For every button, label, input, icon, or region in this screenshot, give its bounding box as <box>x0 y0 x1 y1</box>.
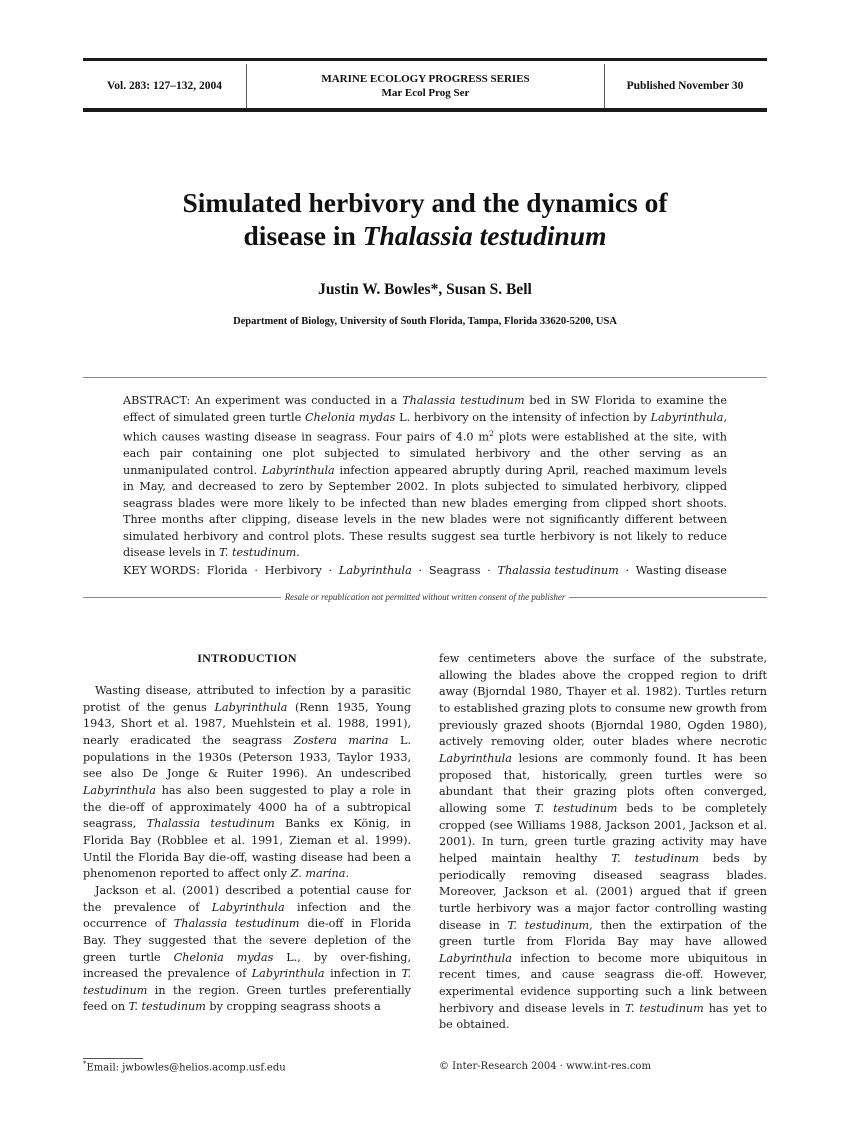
abstract-species: Thalassia testudinum <box>402 394 525 407</box>
abstract-species: Chelonia mydas <box>304 410 396 424</box>
paragraph-text: die-off in Florida Bay. They suggested that the severe depletion of the green turtle <box>83 917 411 964</box>
species-name: Chelonia mydas <box>173 950 274 964</box>
species-name: Thalassia testudinum <box>173 917 300 931</box>
resale-notice-text: Resale or republication not permitted without written consent of the publisher <box>284 592 566 602</box>
species-name: Labyrinthula <box>211 900 285 914</box>
footnote-marker: * <box>83 1060 87 1068</box>
corresponding-email-footnote <box>83 1060 286 1073</box>
paragraph-text: (Renn 1935, Young 1943, Short et al. 1987, Muehlstein et al. 1988, 1991), nearly eradicated the seagrass <box>83 700 411 747</box>
paragraph <box>83 683 411 883</box>
header-bottom-rule <box>83 108 767 112</box>
abstract-text: bed in SW Florida to examine the effect of simulated green turtle <box>123 394 727 424</box>
abstract-label: ABSTRACT: <box>123 394 196 407</box>
keyword: Wasting disease <box>635 564 727 577</box>
keyword: Thalassia testudinum <box>497 564 619 577</box>
paragraph-text: few centimeters above the surface of the substrate, allowing the blades above the cropped region to drift away (Bjorndal 1980, Thayer et al. 1982). Turtles return to established grazing plots to consume new growth from previously grazed shoots (Bjorndal 1980, Ogden 1980), actively removing older, outer blades where necrotic <box>439 652 767 749</box>
paragraph-text: . <box>345 867 349 881</box>
title-species: Thalassia testudinum <box>362 220 607 251</box>
body-column-right <box>439 651 767 1034</box>
paragraph <box>439 651 767 1034</box>
paragraph-text: Jackson et al. (2001) described a potential cause for the prevalence of <box>83 883 411 914</box>
keyword: Labyrinthula <box>338 564 412 577</box>
species-name: Labyrinthula <box>83 783 156 797</box>
journal-name-box <box>246 64 605 108</box>
paragraph-text: has yet to be obtained. <box>439 1001 767 1032</box>
paragraph-text: lesions are commonly found. It has been proposed that, historically, green turtles were so abundant that their grazing plots often converged, allowing some <box>439 751 767 815</box>
paragraph-text: L. populations in the 1930s (Peterson 1933, Taylor 1933, see also De Jonge & Ruiter 1996). An undescribed <box>83 733 411 781</box>
resale-notice <box>83 590 767 604</box>
section-heading-introduction: INTRODUCTION <box>197 651 297 665</box>
species-name: T. testudinum <box>83 967 411 997</box>
journal-abbrev: Mar Ecol Prog Ser <box>381 87 470 99</box>
journal-name: MARINE ECOLOGY PROGRESS SERIES <box>321 73 530 85</box>
species-name: T. testudinum <box>611 851 699 865</box>
paragraph-text: by cropping seagrass shoots a <box>205 1000 381 1014</box>
keyword: Herbivory <box>264 564 322 577</box>
keyword: Florida <box>206 564 248 577</box>
footnote-rule <box>83 1058 143 1059</box>
body-column-left <box>83 650 411 1016</box>
paragraph-text: infection and the occurrence of <box>83 900 412 931</box>
paragraph-text: has also been suggested to play a role in the die-off of approximately 4000 ha of a subtropical seagrass, <box>83 783 411 831</box>
title-line-2-prefix: disease in <box>243 220 363 251</box>
title-line-1: Simulated herbivory and the dynamics of <box>182 187 668 218</box>
keyword-separator: · <box>418 564 423 577</box>
abstract-species: Labyrinthula <box>261 463 335 477</box>
keyword-separator: · <box>328 564 333 577</box>
keywords-label: KEY WORDS: <box>123 564 200 577</box>
header-top-rule <box>83 58 767 61</box>
species-name: T. testudinum <box>625 1001 704 1015</box>
abstract-text: infection appeared abruptly during April, reached maximum levels in May, and decreased to zero by September 2002. In plots subjected to simulated herbivory, clipped seagrass blades were more likely to be infected than new blades emerging from clipped short shoots. Three months after clipping, disease levels in the new blades were not significantly different between simulated herbivory and control plots. These results suggest sea turtle herbivory is not likely to reduce disease levels in <box>123 463 727 560</box>
species-name: Thalassia testudinum <box>146 817 275 831</box>
species-name: T. testudinum <box>128 1000 206 1014</box>
paragraph-text: in the region. Green turtles preferentially feed on <box>83 983 411 1014</box>
species-name: Zostera marina <box>293 733 389 747</box>
resale-rule-left <box>83 597 281 598</box>
publication-date: Published November 30 <box>626 80 744 92</box>
volume-info: Vol. 283: 127–132, 2004 <box>107 80 222 92</box>
species-name: Labyrinthula <box>439 751 512 765</box>
abstract-text: plots were established at the site, with each pair containing one plot subjected to simulated herbivory and the other serving as an unmanipulated control. <box>123 430 727 477</box>
keyword-separator: · <box>625 564 630 577</box>
species-name: Z. marina <box>290 867 346 881</box>
abstract-superscript: 2 <box>489 429 494 438</box>
species-name: T. testudinum <box>534 801 618 815</box>
species-name: T. testudinum <box>507 918 590 932</box>
species-name: Labyrinthula <box>214 700 288 714</box>
abstract-text: , which causes wasting disease in seagrass. Four pairs of 4.0 m <box>123 410 727 444</box>
keyword: Seagrass <box>428 564 481 577</box>
affiliation: Department of Biology, University of South Florida, Tampa, Florida 33620-5200, USA <box>233 316 617 327</box>
paragraph-text: L., by over-fishing, increased the prevalence of <box>83 950 411 981</box>
paragraph-text: Wasting disease, attributed to infection by a parasitic protist of the genus <box>83 684 411 714</box>
abstract-text: An experiment was conducted in a <box>195 394 403 407</box>
resale-rule-right <box>569 597 767 598</box>
title-line-2 <box>83 219 767 252</box>
species-name: Labyrinthula <box>251 967 325 981</box>
paragraph-text: infection in <box>324 967 402 981</box>
abstract-species: Labyrinthula <box>650 410 724 424</box>
abstract-text: L. herbivory on the intensity of infection by <box>395 410 651 424</box>
paragraph <box>83 883 411 1016</box>
abstract-text: . <box>296 546 300 560</box>
paragraph-text: , then the extirpation of the green turtle from Florida Bay may have allowed <box>439 918 767 949</box>
paragraph-text: beds by periodically removing diseased seagrass blades. Moreover, Jackson et al. (2001) argued that if green turtle herbivory was a major factor controlling wasting disease in <box>439 851 767 932</box>
article-title <box>83 186 767 252</box>
footnote-text: Email: jwbowles@helios.acomp.usf.edu <box>86 1062 286 1074</box>
copyright-notice: © Inter-Research 2004 · www.int-res.com <box>439 1061 651 1072</box>
paragraph-text: beds to be completely cropped (see Williams 1988, Jackson 2001, Jackson et al. 2001). In turn, green turtle grazing activity may have helped maintain healthy <box>439 801 767 865</box>
keywords <box>123 563 727 579</box>
paragraph-text: infection to become more ubiquitous in recent times, and cause seagrass die-off. However, experimental evidence supporting such a link between herbivory and disease levels in <box>439 951 767 1015</box>
keyword-separator: · <box>254 564 258 577</box>
author-list: Justin W. Bowles*, Susan S. Bell <box>318 281 532 298</box>
keyword-separator: · <box>487 564 491 577</box>
paragraph-text: Banks ex König, in Florida Bay (Robblee et al. 1991, Zieman et al. 1999). Until the Florida Bay die-off, wasting disease had been a phenomenon reported to affect only <box>83 817 411 881</box>
abstract <box>123 393 727 562</box>
abstract-species: T. testudinum <box>219 546 297 560</box>
species-name: Labyrinthula <box>439 951 512 965</box>
abstract-rule <box>83 377 767 378</box>
